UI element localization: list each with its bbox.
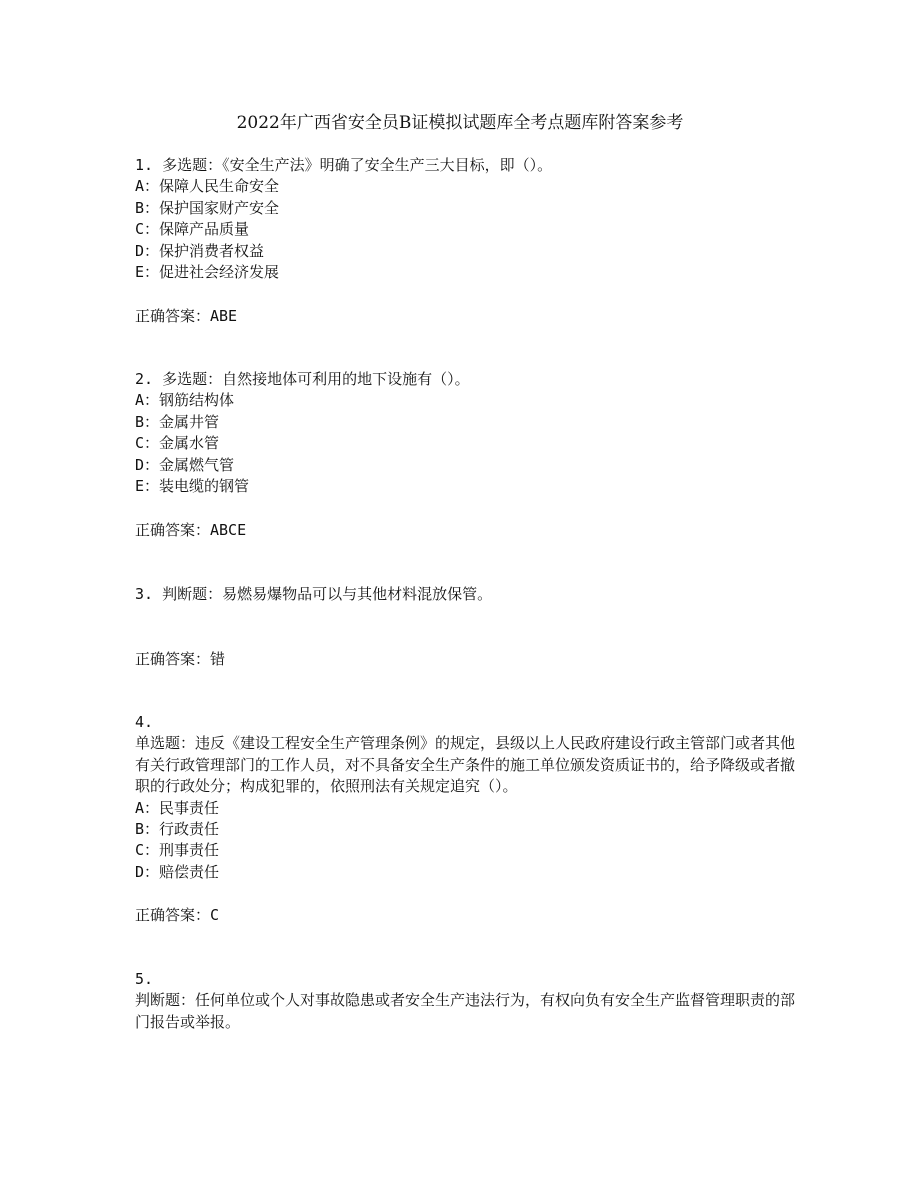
question-2 [135,369,795,497]
question-stem: 3. 判断题：易燃易爆物品可以与其他材料混放保管。 [135,585,493,603]
option-a: A：民事责任 [135,798,220,817]
option-a: A：钢筋结构体 [135,391,235,410]
question-stem: 2. 多选题：自然接地体可利用的地下设施有（）。 [135,370,470,388]
answer-2: 正确答案：ABCE [135,521,247,539]
answer-3: 正确答案：错 [135,650,226,668]
option-a: A：保障人民生命安全 [135,177,280,196]
question-stem: 1. 多选题：《安全生产法》明确了安全生产三大目标，即（）。 [135,156,553,174]
option-d: D：保护消费者权益 [135,241,265,260]
answer-1: 正确答案：ABE [135,307,238,325]
question-3 [135,584,795,605]
question-1 [135,155,795,283]
option-e: E：促进社会经济发展 [135,263,280,282]
option-c: C：保障产品质量 [135,220,250,239]
question-number: 5. [135,970,154,988]
question-4 [135,712,795,883]
option-b: B：行政责任 [135,820,220,839]
option-b: B：保护国家财产安全 [135,198,280,217]
question-stem: 判断题：任何单位或个人对事故隐患或者安全生产违法行为，有权向负有安全生产监督管理职责的部门报告或举报。 [135,991,796,1031]
option-e: E：装电缆的钢管 [135,477,250,496]
question-number: 4. [135,713,154,731]
question-5 [135,969,795,1033]
answer-4: 正确答案：C [135,906,220,924]
document-title: 2022年广西省安全员B证模拟试题库全考点题库附答案参考 [236,113,684,133]
option-d: D：赔偿责任 [135,862,220,881]
option-d: D：金属燃气管 [135,455,235,474]
option-b: B：金属井管 [135,412,220,431]
option-c: C：金属水管 [135,434,220,453]
option-c: C：刑事责任 [135,841,220,860]
question-stem: 单选题：违反《建设工程安全生产管理条例》的规定，县级以上人民政府建设行政主管部门或者其他有关行政管理部门的工作人员，对不具备安全生产条件的施工单位颁发资质证书的，给予降级或者撤职的行政处分；构成犯罪的，依照刑法有关规定追究（）。 [135,734,796,796]
